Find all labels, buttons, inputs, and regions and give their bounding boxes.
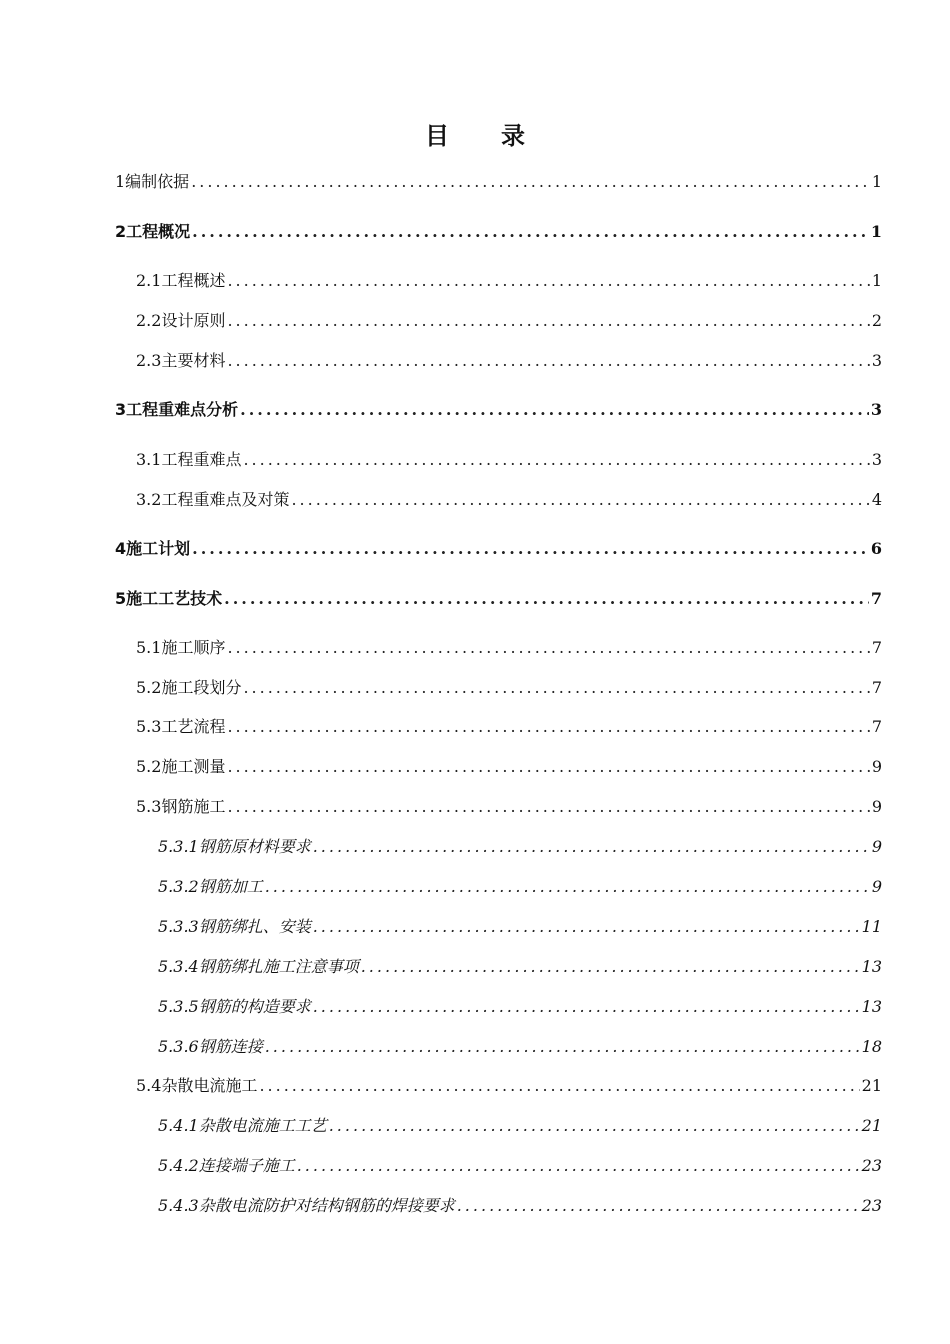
- toc-leader-dots: [227, 755, 869, 779]
- toc-leader-dots: [243, 676, 869, 700]
- toc-leader-dots: [227, 269, 869, 293]
- toc-entry-label: 3.1工程重难点: [136, 450, 242, 469]
- toc-entry-label: 2.1工程概述: [136, 271, 226, 290]
- toc-leader-dots: [227, 636, 869, 660]
- toc-entry-label: 5.3.2钢筋加工: [158, 877, 263, 896]
- toc-entry[interactable]: [136, 795, 882, 819]
- toc-entry-label: 5.1施工顺序: [136, 638, 226, 657]
- toc-entry[interactable]: [136, 269, 882, 293]
- toc-leader-dots: [224, 587, 869, 611]
- toc-entry-page: 1: [871, 271, 882, 290]
- toc-entry-page: 9: [871, 837, 882, 856]
- toc-leader-dots: [227, 795, 869, 819]
- toc-entry-page: 13: [861, 997, 882, 1016]
- toc-entry[interactable]: [158, 1035, 882, 1059]
- toc-entry-page: 3: [870, 400, 882, 419]
- toc-entry-label: 5.4.1杂散电流施工工艺: [158, 1116, 327, 1135]
- toc-entry[interactable]: [158, 835, 882, 859]
- toc-entry[interactable]: [136, 1074, 882, 1098]
- toc-entry-page: 21: [861, 1076, 882, 1095]
- toc-entry-label: 5.3工艺流程: [136, 717, 226, 736]
- toc-entry-label: 5.3.1钢筋原材料要求: [158, 837, 311, 856]
- toc-entry-page: 7: [871, 717, 882, 736]
- toc-leader-dots: [192, 537, 869, 561]
- toc-entry[interactable]: [115, 398, 882, 422]
- toc-leader-dots: [313, 835, 870, 859]
- toc-leader-dots: [313, 915, 860, 939]
- toc-entry-label: 2工程概况: [115, 222, 191, 241]
- toc-entry[interactable]: [136, 309, 882, 333]
- toc-entry[interactable]: [136, 676, 882, 700]
- toc-leader-dots: [313, 995, 860, 1019]
- toc-entry[interactable]: [115, 170, 882, 194]
- toc-entry-page: 23: [861, 1156, 882, 1175]
- toc-entry[interactable]: [136, 715, 882, 739]
- toc-entry-label: 5.3.5钢筋的构造要求: [158, 997, 311, 1016]
- toc-entry[interactable]: [115, 220, 882, 244]
- toc-entry[interactable]: [158, 875, 882, 899]
- toc-entry-page: 2: [871, 311, 882, 330]
- toc-entry-page: 9: [871, 877, 882, 896]
- toc-leader-dots: [243, 448, 869, 472]
- toc-leader-dots: [240, 398, 869, 422]
- toc-entry[interactable]: [115, 587, 882, 611]
- toc-entry[interactable]: [136, 448, 882, 472]
- toc-entry-label: 5.4.3杂散电流防护对结构钢筋的焊接要求: [158, 1196, 455, 1215]
- toc-entry-page: 3: [871, 450, 882, 469]
- toc-entry-label: 3.2工程重难点及对策: [136, 490, 290, 509]
- toc-entry[interactable]: [136, 755, 882, 779]
- toc-entry-page: 21: [861, 1116, 882, 1135]
- toc-entry[interactable]: [158, 955, 882, 979]
- toc-entry-page: 3: [871, 351, 882, 370]
- toc-entry[interactable]: [136, 349, 882, 373]
- toc-leader-dots: [227, 309, 869, 333]
- toc-leader-dots: [259, 1074, 859, 1098]
- toc-entry[interactable]: [115, 537, 882, 561]
- toc-leader-dots: [361, 955, 860, 979]
- toc-entry-page: 1: [870, 222, 882, 241]
- toc-entry-page: 9: [871, 757, 882, 776]
- toc-title: 目 录: [425, 121, 539, 150]
- toc-entry-label: 5.2施工测量: [136, 757, 226, 776]
- toc-entry-label: 1编制依据: [115, 172, 190, 191]
- toc-entry[interactable]: [158, 1114, 882, 1138]
- toc-entry-page: 23: [861, 1196, 882, 1215]
- toc-entry-page: 7: [871, 638, 882, 657]
- toc-entry-label: 5.3钢筋施工: [136, 797, 226, 816]
- toc-leader-dots: [265, 1035, 860, 1059]
- toc-entry-label: 4施工计划: [115, 539, 191, 558]
- toc-entry-page: 1: [871, 172, 882, 191]
- toc-leader-dots: [227, 715, 869, 739]
- toc-entry-page: 7: [870, 589, 882, 608]
- toc-entry-page: 18: [861, 1037, 882, 1056]
- toc-leader-dots: [291, 488, 869, 512]
- toc-leader-dots: [329, 1114, 860, 1138]
- toc-entry[interactable]: [158, 1194, 882, 1218]
- toc-entry-page: 4: [871, 490, 882, 509]
- toc-entry-label: 5.3.4钢筋绑扎施工注意事项: [158, 957, 359, 976]
- toc-entry-page: 7: [871, 678, 882, 697]
- toc-entry-label: 5.3.6钢筋连接: [158, 1037, 263, 1056]
- toc-leader-dots: [227, 349, 869, 373]
- toc-entry-page: 6: [870, 539, 882, 558]
- toc-entry-page: 11: [861, 917, 882, 936]
- toc-entry[interactable]: [136, 488, 882, 512]
- toc-entry-label: 5.3.3钢筋绑扎、安装: [158, 917, 311, 936]
- toc-leader-dots: [297, 1154, 860, 1178]
- toc-leader-dots: [192, 220, 869, 244]
- toc-entry-label: 5.2施工段划分: [136, 678, 242, 697]
- toc-entry[interactable]: [158, 995, 882, 1019]
- toc-entry-label: 2.2设计原则: [136, 311, 226, 330]
- toc-entry-page: 13: [861, 957, 882, 976]
- toc-entry[interactable]: [158, 915, 882, 939]
- toc-leader-dots: [191, 170, 870, 194]
- toc-entry[interactable]: [136, 636, 882, 660]
- toc-entry-label: 5施工工艺技术: [115, 589, 223, 608]
- toc-entry-label: 5.4.2连接端子施工: [158, 1156, 295, 1175]
- toc-leader-dots: [457, 1194, 860, 1218]
- toc-entry[interactable]: [158, 1154, 882, 1178]
- toc-entry-label: 5.4杂散电流施工: [136, 1076, 258, 1095]
- toc-entry-label: 3工程重难点分析: [115, 400, 239, 419]
- toc-leader-dots: [265, 875, 870, 899]
- toc-entry-page: 9: [871, 797, 882, 816]
- toc-entry-label: 2.3主要材料: [136, 351, 226, 370]
